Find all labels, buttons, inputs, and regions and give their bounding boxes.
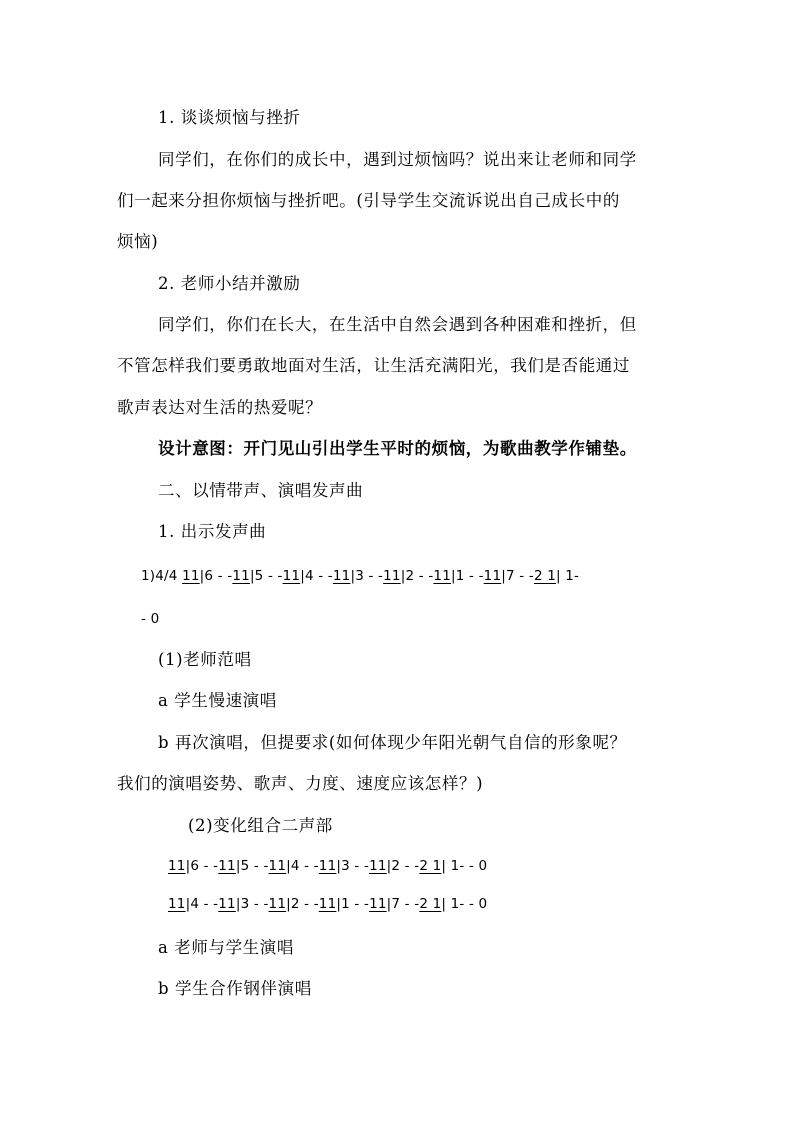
score-line-1	[141, 567, 579, 585]
subheading-1: 1. 出示发声曲	[158, 522, 267, 541]
paragraph-2-line-1: 同学们，你们在长大，在生活中自然会遇到各种困难和挫折，但	[158, 315, 637, 334]
score-segment: |7 - -	[501, 568, 534, 584]
score-segment: |4 - -	[300, 568, 333, 584]
step-teacher-demo: (1)老师范唱	[158, 650, 252, 669]
step-b-line-1: b 再次演唱，但提要求(如何体现少年阳光朝气自信的形象呢？	[158, 733, 627, 752]
heading-2: 2. 老师小结并激励	[158, 274, 301, 293]
score-segment: |3 - -	[235, 896, 269, 912]
paragraph-2-line-2: 不管怎样我们要勇敢地面对生活，让生活充满阳光，我们是否能通过	[117, 356, 630, 375]
score-underlined-notes: 11	[168, 858, 186, 874]
score-segment: |4 - -	[286, 858, 319, 874]
score-line-1-continued: - 0	[141, 611, 160, 627]
score-underlined-notes: 11	[483, 568, 502, 584]
score-segment: |5 - -	[249, 568, 283, 584]
step-a-slow-singing: a 学生慢速演唱	[158, 691, 277, 710]
score-underlined-notes: 11	[268, 858, 287, 874]
score-segment: |6 - -	[185, 858, 219, 874]
score-segment: |7 - -	[386, 896, 420, 912]
score-segment: |2 - -	[286, 896, 319, 912]
score-underlined-notes: 11	[218, 896, 236, 912]
score-segment: | 1- - 0	[441, 858, 488, 874]
paragraph-2-line-3: 歌声表达对生活的热爱呢？	[117, 398, 323, 417]
paragraph-1-line-1: 同学们，在你们的成长中，遇到过烦恼吗？说出来让老师和同学	[158, 150, 637, 169]
paragraph-1-line-2: 们一起来分担你烦恼与挫折吧。(引导学生交流诉说出自己成长中的	[117, 191, 620, 210]
score-underlined-notes: 11	[318, 858, 337, 874]
heading-1: 1. 谈谈烦恼与挫折	[158, 108, 301, 127]
subheading-two-part: (2)变化组合二声部	[188, 816, 333, 835]
score-segment: |5 - -	[235, 858, 269, 874]
score-underlined-notes: 11	[268, 896, 287, 912]
score-underlined-notes: 11	[433, 568, 451, 584]
score-segment: | 1- - 0	[441, 896, 488, 912]
score-underlined-notes: 11	[332, 568, 351, 584]
step-a-teacher-student: a 老师与学生演唱	[158, 938, 294, 957]
design-intent: 设计意图：开门见山引出学生平时的烦恼，为歌曲教学作铺垫。	[158, 439, 637, 458]
score-segment: 1)4/4	[141, 568, 183, 584]
score-underlined-notes: 11	[218, 858, 236, 874]
score-underlined-notes: 11	[182, 568, 200, 584]
score-segment: |1 - -	[451, 568, 484, 584]
score-underlined-notes: 2 1	[419, 858, 442, 874]
step-b-piano-accompaniment: b 学生合作钢伴演唱	[158, 979, 312, 998]
paragraph-1-line-3: 烦恼)	[117, 232, 159, 251]
score-underlined-notes: 11	[383, 568, 401, 584]
score-line-3	[168, 895, 487, 913]
score-segment: |3 - -	[336, 858, 370, 874]
score-underlined-notes: 11	[318, 896, 337, 912]
score-segment: |2 - -	[386, 858, 420, 874]
score-segment: | 1-	[556, 568, 580, 584]
score-segment: |2 - -	[400, 568, 434, 584]
score-segment: |6 - -	[199, 568, 233, 584]
score-underlined-notes: 11	[232, 568, 250, 584]
step-b-line-2: 我们的演唱姿势、歌声、力度、速度应该怎样？)	[117, 774, 484, 793]
score-underlined-notes: 2 1	[419, 896, 442, 912]
score-segment: |1 - -	[336, 896, 370, 912]
score-underlined-notes: 11	[168, 896, 186, 912]
score-segment: |4 - -	[185, 896, 219, 912]
score-underlined-notes: 11	[282, 568, 301, 584]
score-segment: |3 - -	[350, 568, 384, 584]
score-underlined-notes: 11	[369, 858, 387, 874]
score-line-2	[168, 857, 487, 875]
score-underlined-notes: 2 1	[533, 568, 557, 584]
section-heading: 二、以情带声、演唱发声曲	[158, 481, 364, 500]
score-underlined-notes: 11	[369, 896, 387, 912]
